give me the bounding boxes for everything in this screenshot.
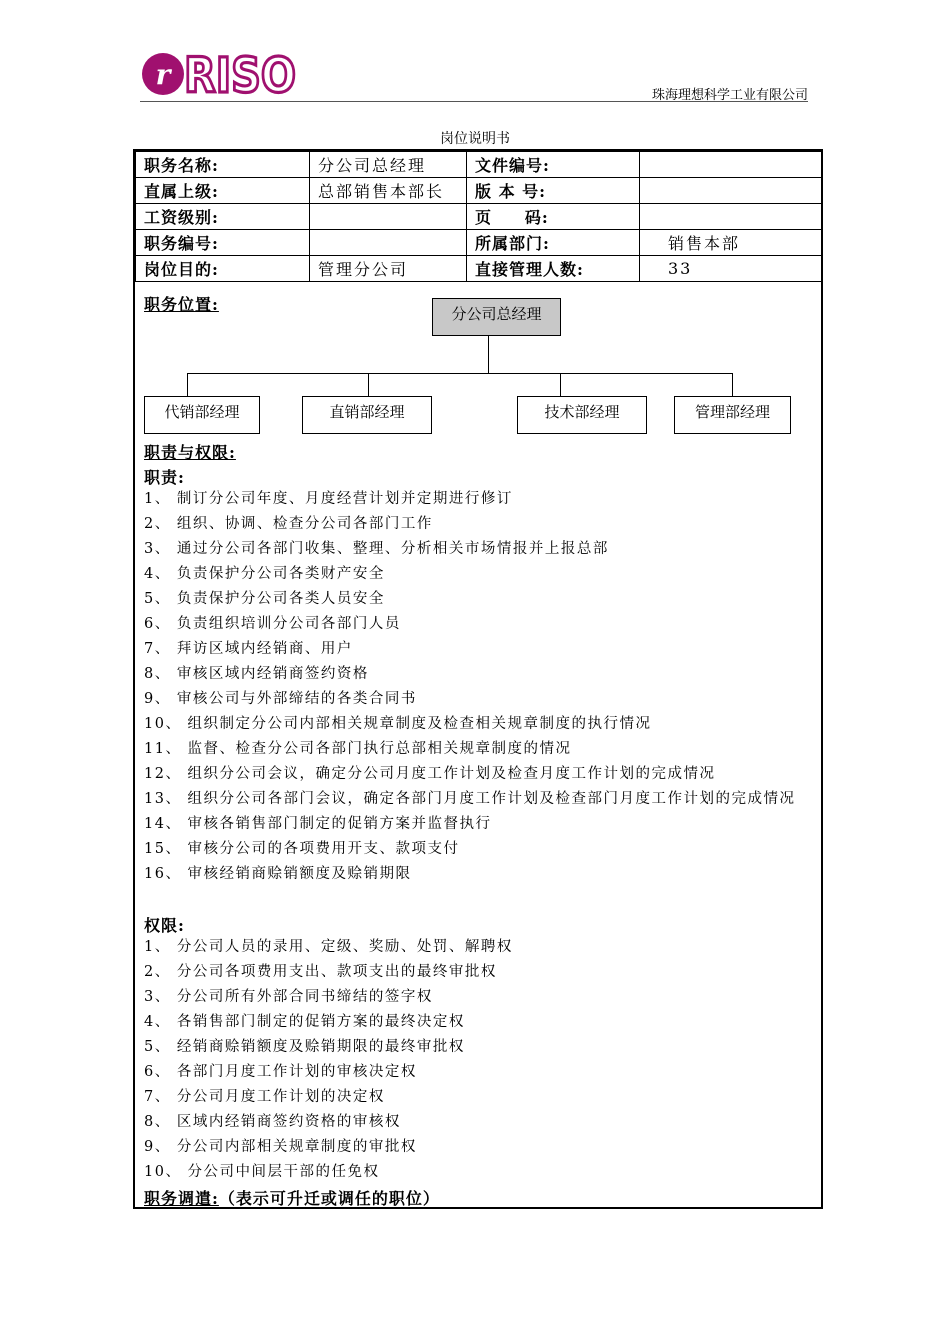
info-label: 页 码: <box>467 204 640 230</box>
list-item: 7、 拜访区域内经销商、用户 <box>144 641 353 657</box>
info-row <box>136 230 822 256</box>
list-item: 10、 组织制定分公司内部相关规章制度及检查相关规章制度的执行情况 <box>144 716 652 732</box>
header-divider <box>140 101 808 102</box>
org-child-box: 管理部经理 <box>674 396 791 434</box>
info-value: 总部销售本部长 <box>310 178 467 204</box>
list-item: 6、 负责组织培训分公司各部门人员 <box>144 616 401 632</box>
info-label: 岗位目的: <box>136 256 310 282</box>
list-item: 12、 组织分公司会议，确定分公司月度工作计划及检查月度工作计划的完成情况 <box>144 766 716 782</box>
info-label: 工资级别: <box>136 204 310 230</box>
list-item: 2、 分公司各项费用支出、款项支出的最终审批权 <box>144 964 497 980</box>
info-label: 版 本 号: <box>467 178 640 204</box>
org-child-box: 直销部经理 <box>302 396 432 434</box>
responsibilities-list <box>144 487 816 887</box>
info-value <box>640 204 822 230</box>
org-connector <box>560 373 561 396</box>
responsibilities-heading: 职责: <box>144 468 185 487</box>
position-heading: 职务位置: <box>144 295 219 314</box>
list-item: 13、 组织分公司各部门会议，确定各部门月度工作计划及检查部门月度工作计划的完成情况 <box>144 791 796 807</box>
info-row <box>136 256 822 282</box>
job-description-form <box>133 149 823 1209</box>
list-item: 11、 监督、检查分公司各部门执行总部相关规章制度的情况 <box>144 741 572 757</box>
list-item: 1、 分公司人员的录用、定级、奖励、处罚、解聘权 <box>144 939 513 955</box>
org-top-box: 分公司总经理 <box>432 298 561 336</box>
info-row <box>136 152 822 178</box>
info-label: 所属部门: <box>467 230 640 256</box>
info-label: 直属上级: <box>136 178 310 204</box>
document-title: 岗位说明书 <box>440 131 510 147</box>
list-item: 16、 审核经销商赊销额度及赊销期限 <box>144 866 412 882</box>
list-item: 15、 审核分公司的各项费用开支、款项支付 <box>144 841 460 857</box>
list-item: 5、 负责保护分公司各类人员安全 <box>144 591 385 607</box>
list-item: 8、 审核区域内经销商签约资格 <box>144 666 369 682</box>
list-item: 7、 分公司月度工作计划的决定权 <box>144 1089 385 1105</box>
info-value <box>640 178 822 204</box>
logo-mark-letter: r <box>155 58 171 91</box>
list-item: 9、 分公司内部相关规章制度的审批权 <box>144 1139 417 1155</box>
list-item: 14、 审核各销售部门制定的促销方案并监督执行 <box>144 816 492 832</box>
authority-heading: 权限: <box>144 916 185 935</box>
org-connector <box>187 373 188 396</box>
list-item: 3、 分公司所有外部合同书缔结的签字权 <box>144 989 433 1005</box>
info-label: 文件编号: <box>467 152 640 178</box>
info-label: 职务名称: <box>136 152 310 178</box>
list-item: 5、 经销商赊销额度及赊销期限的最终审批权 <box>144 1039 465 1055</box>
info-value <box>310 204 467 230</box>
org-child-box: 代销部经理 <box>144 396 260 434</box>
info-value: 销售本部 <box>640 230 822 256</box>
list-item: 1、 制订分公司年度、月度经营计划并定期进行修订 <box>144 491 513 507</box>
logo-brand-text: RISO <box>184 48 296 104</box>
riso-logo <box>140 48 300 104</box>
org-connector <box>732 373 733 396</box>
info-table <box>135 151 822 282</box>
org-connector <box>488 336 489 373</box>
list-item: 2、 组织、协调、检查分公司各部门工作 <box>144 516 433 532</box>
org-connector <box>187 373 733 374</box>
duties-heading: 职责与权限: <box>144 443 236 462</box>
list-item: 4、 各销售部门制定的促销方案的最终决定权 <box>144 1014 465 1030</box>
transfer-note: （表示可升迁或调任的职位） <box>218 1189 440 1208</box>
info-value: 33 <box>640 256 822 282</box>
list-item: 4、 负责保护分公司各类财产安全 <box>144 566 385 582</box>
authority-list <box>144 935 816 1185</box>
list-item: 3、 通过分公司各部门收集、整理、分析相关市场情报并上报总部 <box>144 541 609 557</box>
info-label: 职务编号: <box>136 230 310 256</box>
list-item: 9、 审核公司与外部缔结的各类合同书 <box>144 691 417 707</box>
info-row <box>136 178 822 204</box>
org-connector <box>368 373 369 396</box>
transfer-section <box>144 1186 440 1209</box>
list-item: 10、 分公司中间层干部的任免权 <box>144 1164 380 1180</box>
info-value <box>310 230 467 256</box>
info-value <box>640 152 822 178</box>
company-name: 珠海理想科学工业有限公司 <box>651 88 808 103</box>
transfer-heading: 职务调遣: <box>144 1189 219 1208</box>
org-child-box: 技术部经理 <box>517 396 647 434</box>
info-label: 直接管理人数: <box>467 256 640 282</box>
info-row <box>136 204 822 230</box>
list-item: 8、 区域内经销商签约资格的审核权 <box>144 1114 401 1130</box>
info-value: 分公司总经理 <box>310 152 467 178</box>
info-value: 管理分公司 <box>310 256 467 282</box>
list-item: 6、 各部门月度工作计划的审核决定权 <box>144 1064 417 1080</box>
